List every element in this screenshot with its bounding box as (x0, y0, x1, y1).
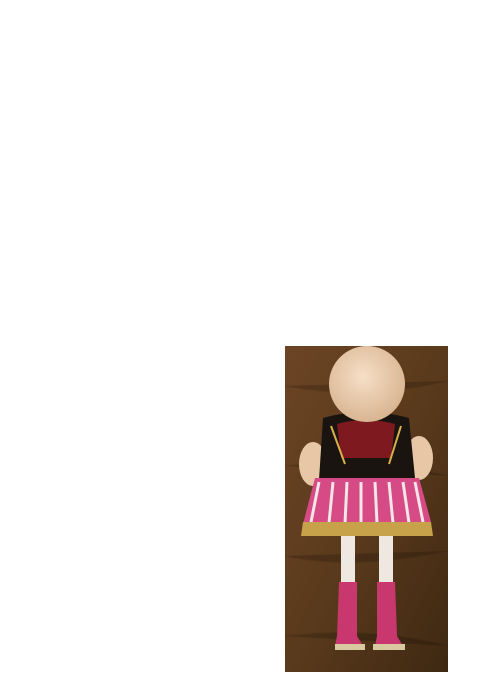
source-url (231, 682, 473, 696)
doll-skirt (303, 478, 431, 524)
doll-head (329, 346, 405, 422)
doll-photo (285, 346, 448, 672)
